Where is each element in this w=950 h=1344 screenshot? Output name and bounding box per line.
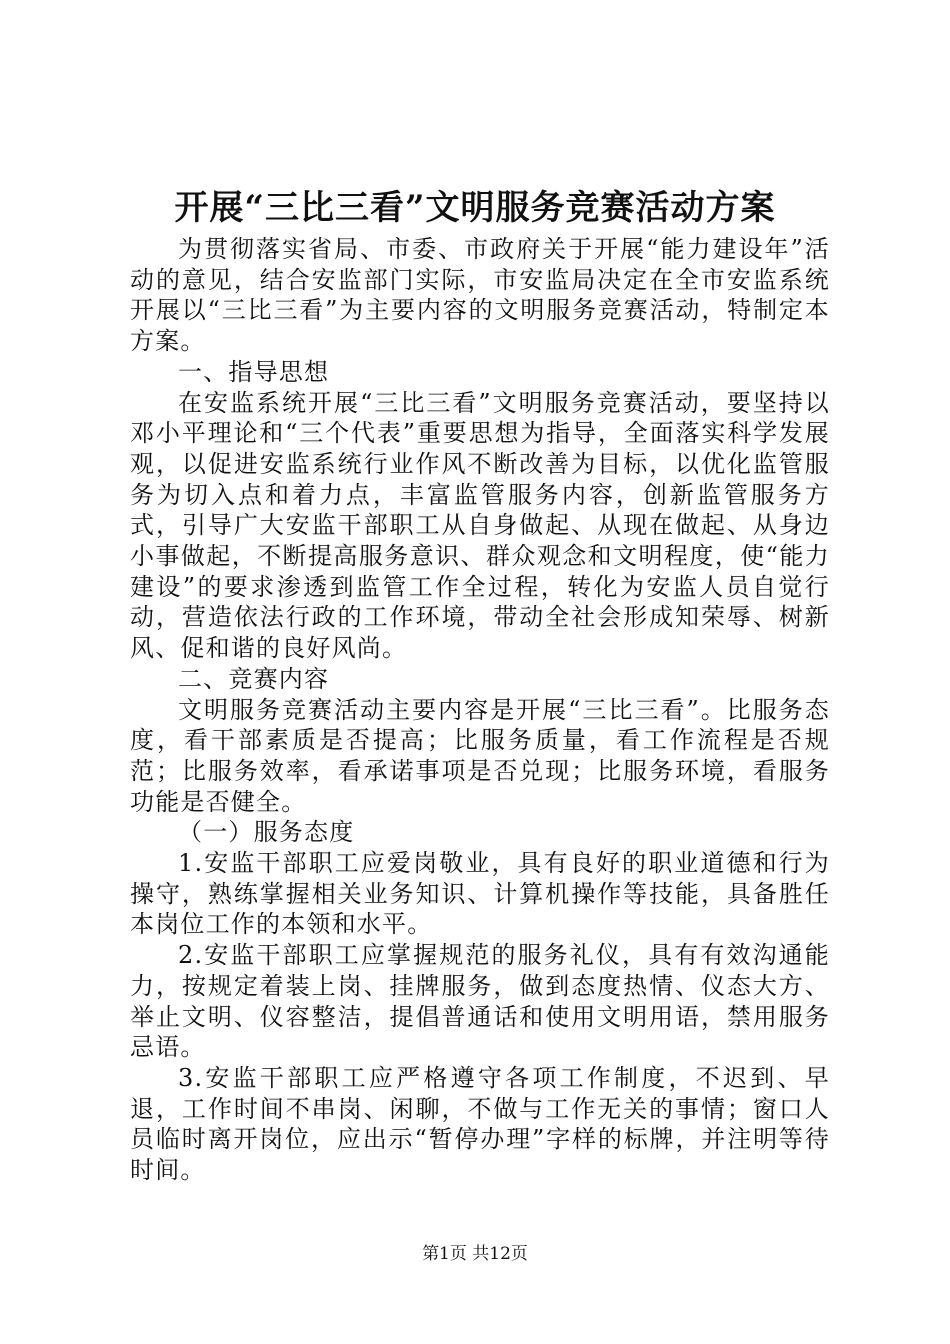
subsection-heading-service-attitude: （一）服务态度	[178, 818, 355, 847]
list-item-1: 1.安监干部职工应爱岗敬业，具有良好的职业道德和行为操守，熟练掌握相关业务知识、计算机操作等技能，具备胜任本岗位工作的本领和水平。	[130, 849, 830, 939]
document-body	[130, 234, 830, 1186]
list-item-2: 2.安监干部职工应掌握规范的服务礼仪，具有有效沟通能力，按规定着装上岗、挂牌服务，做到态度热情、仪态大方、举止文明、仪容整洁，提倡普通话和使用文明用语，禁用服务忌语。	[130, 941, 830, 1062]
competition-content-paragraph: 文明服务竞赛活动主要内容是开展“三比三看”。比服务态度，看干部素质是否提高；比服务质量，看工作流程是否规范；比服务效率，看承诺事项是否兑现；比服务环境，看服务功能是否健全。	[130, 695, 830, 816]
intro-paragraph: 为贯彻落实省局、市委、市政府关于开展“能力建设年”活动的意见，结合安监部门实际，市安监局决定在全市安监系统开展以“三比三看”为主要内容的文明服务竞赛活动，特制定本方案。	[130, 235, 830, 356]
page-number: 第1页 共12页	[422, 1244, 528, 1264]
section-heading-guiding-ideology: 一、指导思想	[178, 357, 330, 386]
list-item-3: 3.安监干部职工应严格遵守各项工作制度，不迟到、早退，工作时间不串岗、闲聊，不做与工作无关的事情；窗口人员临时离开岗位，应出示“暂停办理”字样的标牌，并注明等待时间。	[130, 1063, 830, 1185]
section-heading-competition-content: 二、竞赛内容	[178, 664, 330, 693]
guiding-ideology-paragraph: 在安监系统开展“三比三看”文明服务竞赛活动，要坚持以邓小平理论和“三个代表”重要思想为指导，全面落实科学发展观，以促进安监系统行业作风不断改善为目标，以优化监管服务为切入点和着力点，丰富监管服务内容，创新监管服务方式，引导广大安监干部职工从自身做起、从现在做起、从身边小事做起，不断提高服务意识、群众观念和文明程度，使“能力建设”的要求渗透到监管工作全过程，转化为安监人员自觉行动，营造依法行政的工作环境，带动全社会形成知荣辱、树新风、促和谐的良好风尚。	[130, 388, 830, 663]
document-title: 开展“三比三看”文明服务竞赛活动方案	[174, 188, 776, 228]
